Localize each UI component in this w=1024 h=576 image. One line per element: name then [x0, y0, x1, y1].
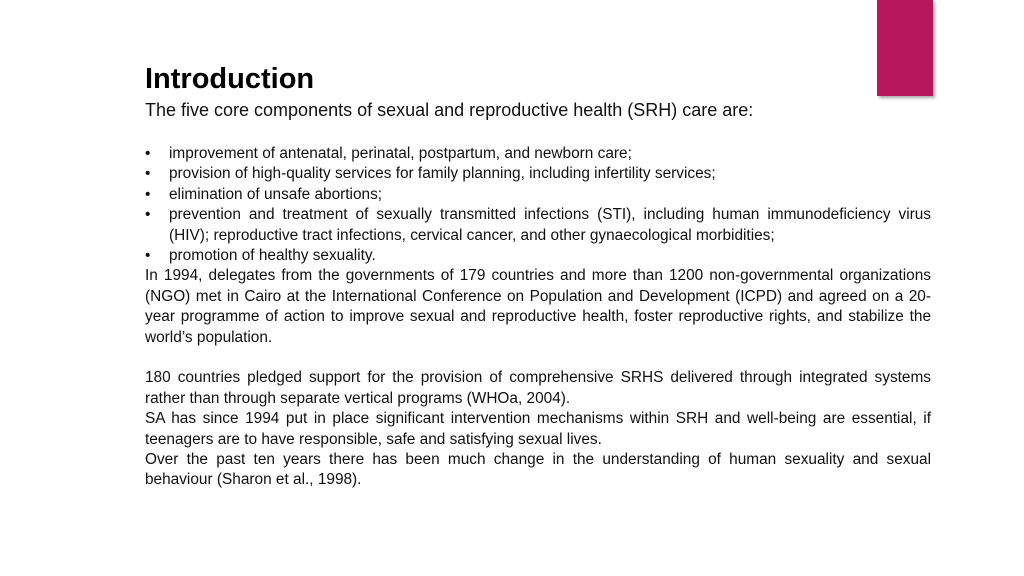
slide-subtitle: The five core components of sexual and reproductive health (SRH) care are: — [145, 100, 754, 120]
bullet-icon: • — [145, 185, 151, 203]
slide-title: Introduction — [145, 63, 315, 95]
list-item-text: prevention and treatment of sexually transmitted infections (STI), including human immunodeficiency virus (HIV); reproductive tract infections, cervical cancer, and other gynaecological morbidities; — [169, 206, 931, 244]
list-item — [145, 144, 931, 164]
list-item — [145, 246, 931, 266]
slide-content — [145, 62, 931, 491]
list-item — [145, 164, 931, 184]
list-item — [145, 185, 931, 205]
paragraph-change: Over the past ten years there has been much change in the understanding of human sexuality and sexual behaviour (Sharon et al., 1998). — [145, 451, 931, 489]
list-item-text: improvement of antenatal, perinatal, postpartum, and newborn care; — [169, 145, 632, 162]
bullet-icon: • — [145, 247, 151, 265]
components-list — [145, 144, 931, 266]
paragraph-spacer — [145, 348, 931, 368]
list-item-text: provision of high-quality services for family planning, including infertility services; — [169, 165, 716, 183]
paragraph-pledge: 180 countries pledged support for the provision of comprehensive SRHS delivered through integrated systems rather than through separate vertical programs (WHOa, 2004). — [145, 369, 931, 407]
bullet-icon: • — [145, 145, 151, 162]
list-item-text: elimination of unsafe abortions; — [169, 185, 383, 203]
paragraph-sa: SA has since 1994 put in place significant intervention mechanisms within SRH and well-being are essential, if teenagers are to have responsible, safe and satisfying sexual lives. — [145, 410, 931, 448]
list-item — [145, 205, 931, 246]
bullet-icon: • — [145, 206, 151, 224]
bullet-icon: • — [145, 165, 151, 183]
paragraph-icpd: In 1994, delegates from the governments of 179 countries and more than 1200 non-governmental organizations (NGO) met in Cairo at the International Conference on Population and Development (ICPD) and agreed on a 20-year programme of action to improve sexual and reproductive health, foster reproductive rights, and stabilize the world’s population. — [145, 267, 931, 346]
list-item-text: promotion of healthy sexuality. — [169, 247, 376, 265]
